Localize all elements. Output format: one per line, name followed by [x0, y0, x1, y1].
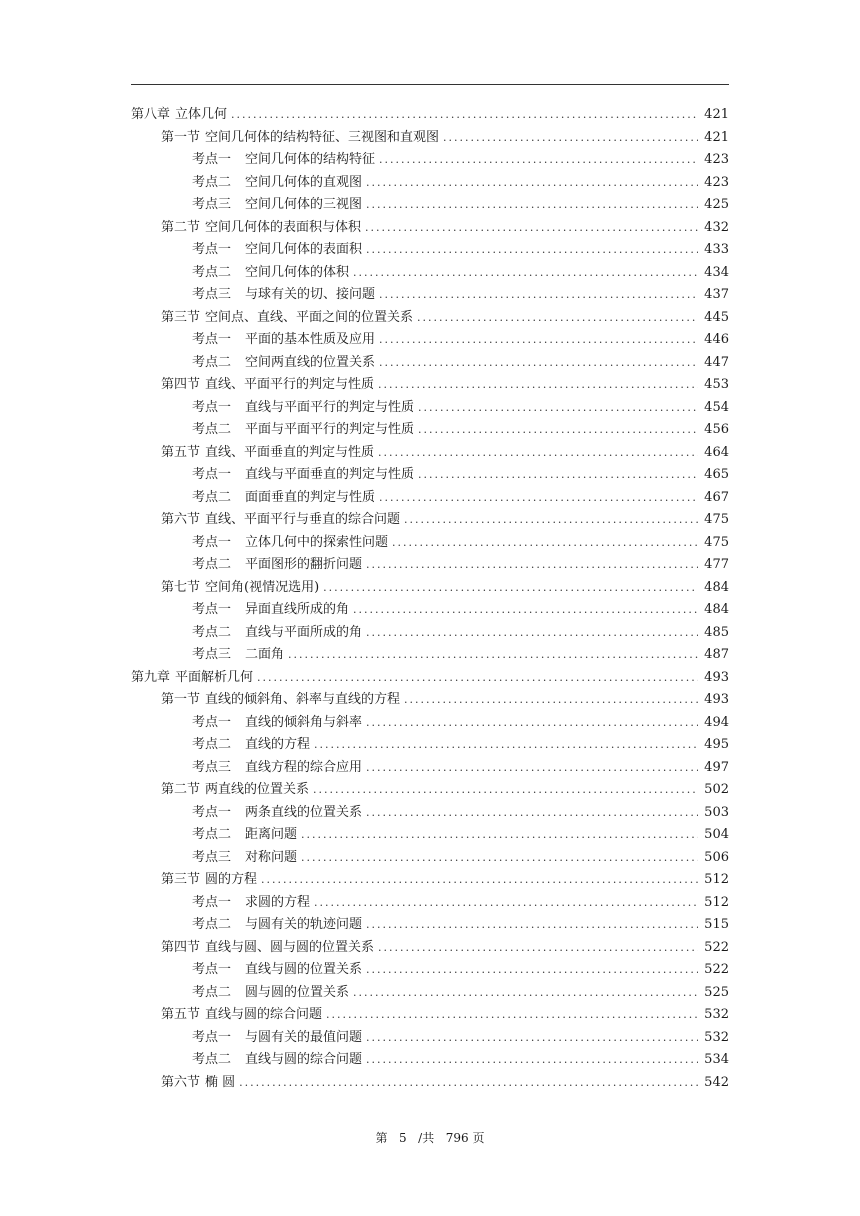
toc-section[interactable]	[131, 869, 729, 892]
toc-entry-number: 考点二	[192, 557, 232, 572]
toc-entry-title: 直线与圆的位置关系	[245, 962, 363, 977]
toc-dot-leader	[323, 577, 698, 600]
toc-entry-title: 平面的基本性质及应用	[245, 332, 376, 347]
toc-entry-title: 空间几何体的体积	[245, 264, 350, 280]
toc-dot-leader	[366, 239, 698, 262]
toc-entry-page-number: 432	[704, 219, 729, 235]
toc-entry-number: 考点三	[192, 849, 232, 865]
toc-subsection[interactable]	[131, 419, 729, 442]
toc-entry-number: 第八章	[131, 107, 171, 122]
toc-entry-number: 考点三	[192, 287, 232, 302]
toc-entry-number: 考点一	[192, 534, 232, 550]
toc-section[interactable]	[131, 374, 729, 397]
toc-entry-title: 距离问题	[245, 827, 298, 842]
toc-dot-leader	[366, 554, 698, 577]
toc-subsection[interactable]	[131, 802, 729, 825]
footer-separator: /共	[418, 1131, 435, 1145]
toc-entry-number: 考点三	[192, 197, 232, 212]
toc-section[interactable]	[131, 307, 729, 330]
toc-section[interactable]	[131, 127, 729, 150]
toc-dot-leader	[379, 149, 698, 172]
toc-subsection[interactable]	[131, 599, 729, 622]
toc-subsection[interactable]	[131, 397, 729, 420]
toc-chapter[interactable]	[131, 104, 729, 127]
toc-entry-page-number: 484	[704, 579, 729, 595]
toc-subsection[interactable]	[131, 644, 729, 667]
toc-dot-leader	[366, 712, 698, 735]
toc-entry-page-number: 421	[704, 129, 729, 145]
toc-section[interactable]	[131, 779, 729, 802]
toc-entry-title: 立体几何中的探索性问题	[245, 534, 389, 550]
header-rule	[131, 84, 729, 85]
toc-entry-title: 椭 圆	[205, 1074, 236, 1090]
toc-entry-number: 考点一	[192, 714, 232, 730]
toc-subsection[interactable]	[131, 284, 729, 307]
toc-entry-number: 第七节	[161, 579, 201, 595]
footer-suffix: 页	[472, 1131, 485, 1145]
toc-entry-title: 空间两直线的位置关系	[245, 354, 376, 370]
toc-entry-title: 空间几何体的直观图	[245, 174, 363, 190]
toc-entry-title: 二面角	[245, 647, 285, 662]
toc-entry-title: 平面图形的翻折问题	[245, 557, 363, 572]
toc-dot-leader	[417, 307, 698, 330]
toc-dot-leader	[366, 757, 698, 780]
toc-entry-number: 第六节	[161, 1074, 201, 1090]
toc-subsection[interactable]	[131, 329, 729, 352]
toc-entry-page-number: 425	[704, 197, 729, 212]
toc-dot-leader	[239, 1072, 698, 1095]
toc-entry-page-number: 503	[704, 804, 729, 820]
toc-dot-leader	[261, 869, 698, 892]
toc-entry-title: 直线、平面平行与垂直的综合问题	[205, 512, 401, 527]
toc-dot-leader	[392, 532, 698, 555]
toc-entry-number: 考点二	[192, 624, 232, 640]
toc-entry-number: 考点二	[192, 917, 232, 932]
toc-dot-leader	[404, 689, 698, 712]
toc-entry-page-number: 493	[704, 692, 729, 707]
toc-dot-leader	[418, 397, 698, 420]
toc-entry-title: 空间几何体的表面积	[245, 242, 363, 257]
toc-entry-number: 第五节	[161, 444, 201, 460]
toc-entry-page-number: 504	[704, 827, 729, 842]
toc-entry-title: 直线与圆的综合问题	[245, 1052, 363, 1067]
toc-subsection[interactable]	[131, 194, 729, 217]
toc-entry-page-number: 456	[704, 422, 729, 437]
toc-entry-title: 面面垂直的判定与性质	[245, 489, 376, 505]
toc-dot-leader	[366, 959, 698, 982]
toc-entry-page-number: 465	[704, 467, 729, 482]
toc-dot-leader	[418, 464, 698, 487]
toc-dot-leader	[366, 1027, 698, 1050]
toc-entry-page-number: 434	[704, 264, 729, 280]
footer-prefix: 第	[375, 1131, 388, 1145]
toc-dot-leader	[378, 374, 698, 397]
toc-entry-title: 平面解析几何	[175, 669, 254, 685]
footer-current-page: 5	[399, 1131, 407, 1145]
toc-entry-page-number: 454	[704, 399, 729, 415]
toc-dot-leader	[365, 217, 698, 240]
toc-entry-number: 考点三	[192, 759, 232, 775]
toc-dot-leader	[379, 284, 698, 307]
toc-dot-leader	[314, 892, 698, 915]
toc-entry-page-number: 502	[704, 782, 729, 797]
toc-dot-leader	[378, 442, 698, 465]
toc-subsection[interactable]	[131, 532, 729, 555]
toc-section[interactable]	[131, 1072, 729, 1095]
toc-dot-leader	[378, 937, 698, 960]
toc-entry-title: 对称问题	[245, 849, 298, 865]
toc-entry-title: 直线的倾斜角、斜率与直线的方程	[205, 692, 401, 707]
toc-entry-title: 直线与圆、圆与圆的位置关系	[205, 939, 375, 955]
toc-entry-number: 考点一	[192, 1029, 232, 1045]
toc-entry-number: 第五节	[161, 1007, 201, 1022]
toc-entry-number: 第三节	[161, 872, 201, 887]
toc-entry-number: 考点二	[192, 827, 232, 842]
toc-subsection[interactable]	[131, 757, 729, 780]
toc-subsection[interactable]	[131, 1049, 729, 1072]
toc-dot-leader	[301, 824, 698, 847]
toc-entry-number: 考点二	[192, 737, 232, 752]
toc-entry-title: 直线的倾斜角与斜率	[245, 714, 363, 730]
toc-dot-leader	[379, 329, 698, 352]
toc-dot-leader	[366, 1049, 698, 1072]
toc-dot-leader	[366, 802, 698, 825]
toc-entry-title: 直线的方程	[245, 737, 311, 752]
toc-entry-page-number: 437	[704, 287, 729, 302]
toc-entry-number: 考点一	[192, 399, 232, 415]
toc-dot-leader	[404, 509, 698, 532]
toc-subsection[interactable]	[131, 982, 729, 1005]
toc-dot-leader	[326, 1004, 698, 1027]
toc-entry-title: 空间几何体的三视图	[245, 197, 363, 212]
toc-entry-number: 考点二	[192, 1052, 232, 1067]
toc-subsection[interactable]	[131, 622, 729, 645]
toc-entry-title: 直线、平面垂直的判定与性质	[205, 444, 375, 460]
toc-entry-number: 考点二	[192, 422, 232, 437]
toc-entry-number: 第二节	[161, 782, 201, 797]
toc-entry-title: 与圆有关的轨迹问题	[245, 917, 363, 932]
toc-dot-leader	[366, 622, 698, 645]
toc-entry-page-number: 512	[704, 894, 729, 910]
toc-dot-leader	[366, 914, 698, 937]
toc-dot-leader	[288, 644, 698, 667]
toc-entry-page-number: 515	[704, 917, 729, 932]
toc-entry-title: 直线、平面平行的判定与性质	[205, 377, 375, 392]
toc-entry-page-number: 532	[704, 1029, 729, 1045]
toc-entry-page-number: 525	[704, 984, 729, 1000]
toc-entry-number: 考点二	[192, 264, 232, 280]
toc-dot-leader	[353, 982, 698, 1005]
toc-entry-title: 平面与平面平行的判定与性质	[245, 422, 415, 437]
toc-subsection[interactable]	[131, 172, 729, 195]
toc-entry-page-number: 421	[704, 107, 729, 122]
toc-entry-title: 与球有关的切、接问题	[245, 287, 376, 302]
toc-dot-leader	[313, 779, 698, 802]
toc-section[interactable]	[131, 1004, 729, 1027]
toc-entry-title: 直线与圆的综合问题	[205, 1007, 323, 1022]
toc-entry-title: 空间几何体的结构特征	[245, 152, 376, 167]
toc-entry-page-number: 522	[704, 939, 729, 955]
toc-dot-leader	[353, 599, 698, 622]
toc-entry-page-number: 433	[704, 242, 729, 257]
toc-subsection[interactable]	[131, 554, 729, 577]
toc-entry-page-number: 475	[704, 534, 729, 550]
toc-entry-number: 第六节	[161, 512, 201, 527]
toc-dot-leader	[366, 172, 698, 195]
toc-entry-page-number: 522	[704, 962, 729, 977]
toc-entry-page-number: 453	[704, 377, 729, 392]
toc-entry-title: 两条直线的位置关系	[245, 804, 363, 820]
toc-entry-title: 立体几何	[175, 107, 228, 122]
toc-entry-number: 考点一	[192, 804, 232, 820]
toc-entry-number: 第三节	[161, 309, 201, 325]
toc-entry-page-number: 497	[704, 759, 729, 775]
toc-subsection[interactable]	[131, 487, 729, 510]
toc-entry-page-number: 484	[704, 602, 729, 617]
toc-subsection[interactable]	[131, 959, 729, 982]
toc-section[interactable]	[131, 509, 729, 532]
toc-dot-leader	[257, 667, 698, 690]
toc-entry-page-number: 475	[704, 512, 729, 527]
toc-subsection[interactable]	[131, 352, 729, 375]
toc-section[interactable]	[131, 442, 729, 465]
toc-section[interactable]	[131, 577, 729, 600]
toc-entry-page-number: 534	[704, 1052, 729, 1067]
toc-entry-number: 考点二	[192, 984, 232, 1000]
toc-entry-title: 空间点、直线、平面之间的位置关系	[205, 309, 414, 325]
toc-dot-leader	[443, 127, 698, 150]
toc-entry-page-number: 494	[704, 714, 729, 730]
toc-entry-title: 圆与圆的位置关系	[245, 984, 350, 1000]
toc-entry-number: 考点一	[192, 602, 232, 617]
toc-subsection[interactable]	[131, 892, 729, 915]
toc-entry-title: 直线与平面垂直的判定与性质	[245, 467, 415, 482]
toc-entry-title: 两直线的位置关系	[205, 782, 310, 797]
toc-subsection[interactable]	[131, 914, 729, 937]
toc-entry-number: 考点一	[192, 467, 232, 482]
toc-entry-title: 直线方程的综合应用	[245, 759, 363, 775]
toc-entry-number: 考点一	[192, 962, 232, 977]
toc-entry-number: 考点一	[192, 152, 232, 167]
toc-subsection[interactable]	[131, 824, 729, 847]
toc-subsection[interactable]	[131, 149, 729, 172]
toc-entry-number: 第九章	[131, 669, 171, 685]
toc-entry-title: 圆的方程	[205, 872, 258, 887]
toc-entry-page-number: 446	[704, 332, 729, 347]
toc-entry-page-number: 532	[704, 1007, 729, 1022]
toc-entry-page-number: 477	[704, 557, 729, 572]
toc-entry-page-number: 493	[704, 669, 729, 685]
toc-subsection[interactable]	[131, 712, 729, 735]
toc-entry-page-number: 512	[704, 872, 729, 887]
toc-entry-number: 第一节	[161, 692, 201, 707]
toc-dot-leader	[379, 487, 698, 510]
toc-entry-number: 考点一	[192, 242, 232, 257]
toc-entry-page-number: 485	[704, 624, 729, 640]
toc-dot-leader	[379, 352, 698, 375]
toc-entry-title: 与圆有关的最值问题	[245, 1029, 363, 1045]
toc-subsection[interactable]	[131, 847, 729, 870]
toc-subsection[interactable]	[131, 1027, 729, 1050]
toc-entry-title: 空间几何体的结构特征、三视图和直观图	[205, 129, 440, 145]
footer-total-pages: 796	[445, 1131, 469, 1145]
toc-entry-page-number: 464	[704, 444, 729, 460]
table-of-contents	[131, 104, 729, 1094]
toc-entry-number: 考点一	[192, 332, 232, 347]
toc-chapter[interactable]	[131, 667, 729, 690]
toc-entry-title: 求圆的方程	[245, 894, 311, 910]
toc-entry-page-number: 495	[704, 737, 729, 752]
toc-entry-title: 直线与平面平行的判定与性质	[245, 399, 415, 415]
toc-entry-page-number: 506	[704, 849, 729, 865]
toc-section[interactable]	[131, 937, 729, 960]
toc-entry-number: 第四节	[161, 939, 201, 955]
toc-entry-page-number: 487	[704, 647, 729, 662]
toc-dot-leader	[231, 104, 698, 127]
toc-entry-title: 空间几何体的表面积与体积	[205, 219, 362, 235]
toc-dot-leader	[314, 734, 698, 757]
toc-entry-title: 直线与平面所成的角	[245, 624, 363, 640]
toc-entry-title: 异面直线所成的角	[245, 602, 350, 617]
toc-entry-page-number: 423	[704, 152, 729, 167]
toc-dot-leader	[366, 194, 698, 217]
toc-entry-number: 考点一	[192, 894, 232, 910]
toc-entry-number: 考点三	[192, 647, 232, 662]
toc-entry-title: 空间角(视情况选用)	[205, 579, 320, 595]
toc-dot-leader	[418, 419, 698, 442]
toc-entry-page-number: 423	[704, 174, 729, 190]
toc-subsection[interactable]	[131, 239, 729, 262]
page-footer	[0, 1130, 860, 1146]
toc-entry-page-number: 445	[704, 309, 729, 325]
toc-entry-number: 考点二	[192, 489, 232, 505]
toc-entry-number: 考点二	[192, 174, 232, 190]
toc-entry-number: 考点二	[192, 354, 232, 370]
toc-dot-leader	[301, 847, 698, 870]
toc-section[interactable]	[131, 217, 729, 240]
toc-subsection[interactable]	[131, 262, 729, 285]
toc-entry-page-number: 447	[704, 354, 729, 370]
toc-dot-leader	[353, 262, 698, 285]
toc-entry-page-number: 542	[704, 1074, 729, 1090]
toc-entry-page-number: 467	[704, 489, 729, 505]
toc-subsection[interactable]	[131, 464, 729, 487]
toc-entry-number: 第二节	[161, 219, 201, 235]
toc-entry-number: 第一节	[161, 129, 201, 145]
toc-section[interactable]	[131, 689, 729, 712]
toc-entry-number: 第四节	[161, 377, 201, 392]
toc-subsection[interactable]	[131, 734, 729, 757]
